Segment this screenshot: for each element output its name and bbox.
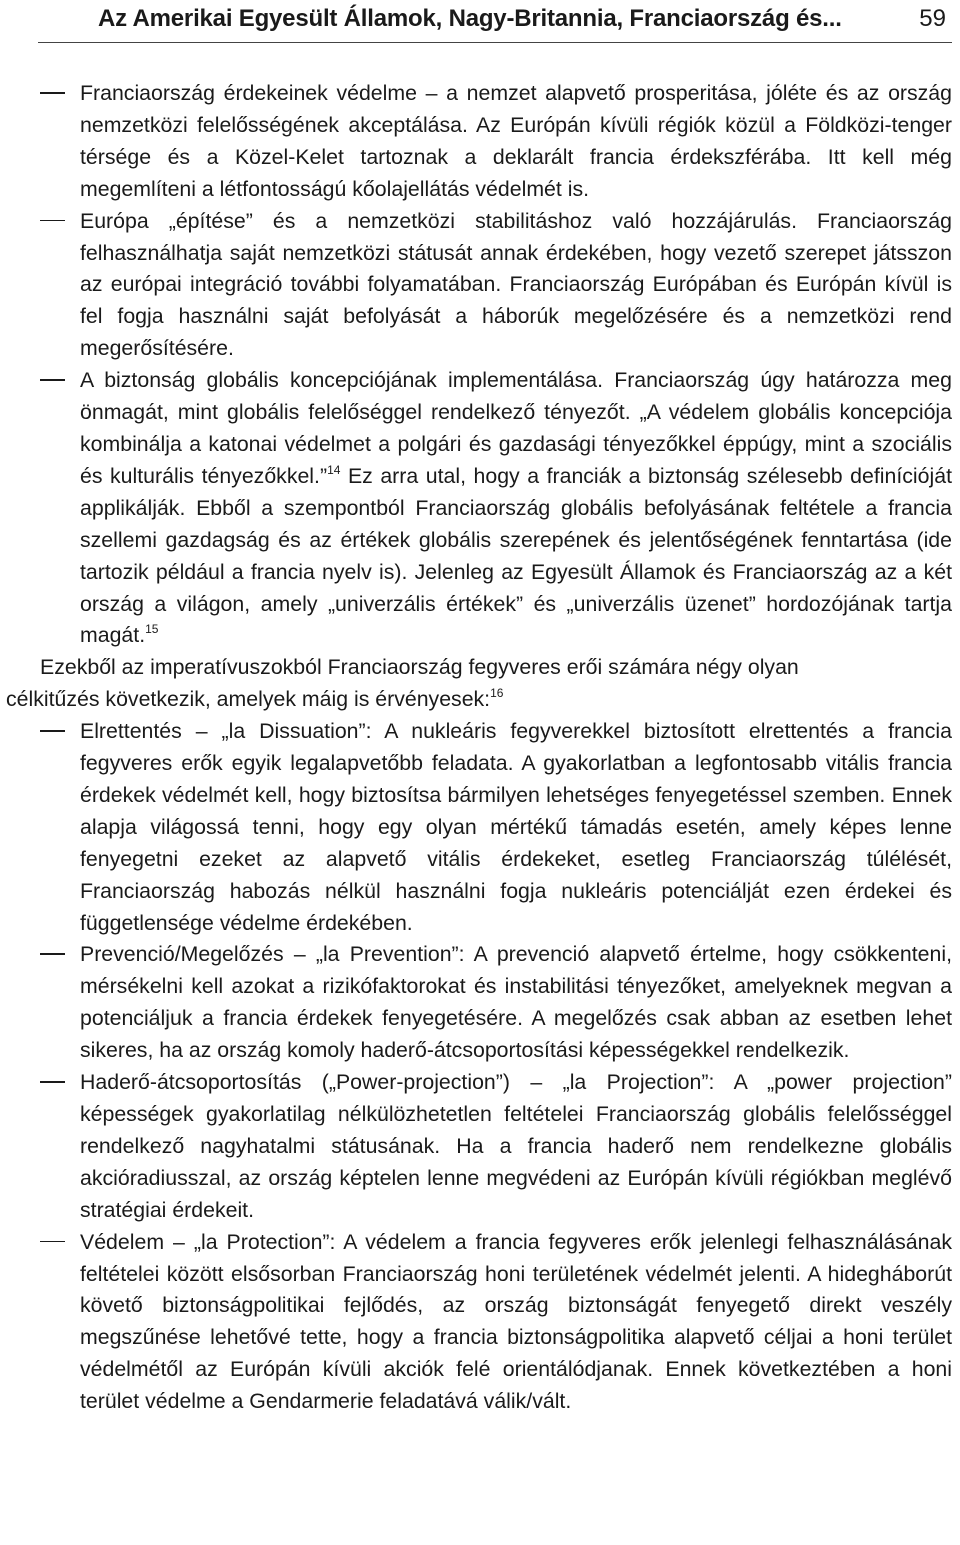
footnote-ref: 14 xyxy=(327,462,341,477)
list-item-text: Ez arra utal, hogy a franciák a biztonság szélesebb definícióját applikálják. Ebből a szempontból Franciaország globális befolyásának feltétele a francia szellemi gazdagság és az értékek globális szerepének és jelentőségének fenntartása (ide tartozik például a francia nyelv is). Jelenleg az Egyesült Államok és Franciaország az a két ország a világon, amely „univerzális értékek” és „univerzális üzenet” hordozójának tartja magát. xyxy=(80,463,952,648)
paragraph-text: célkitűzés következik, amelyek máig is érvényesek: xyxy=(6,687,491,712)
list-item xyxy=(0,78,960,206)
dash-bullet xyxy=(40,730,65,732)
paragraph xyxy=(0,652,960,716)
dash-bullet xyxy=(40,92,65,94)
running-title: Az Amerikai Egyesült Államok, Nagy-Britannia, Franciaország és... xyxy=(98,5,842,32)
list-item-text: Európa „építése” és a nemzetközi stabilitáshoz való hozzájárulás. Franciaország felhasználhatja saját nemzetközi státusát annak érdekében, hogy vezető szerepet játsszon az európai integráció további folyamatában. Franciaország Európában és Európán kívül is fel fogja használni saját befolyását a háborúk megelőzésére és a nemzetközi rend megerősítésére. xyxy=(80,208,952,361)
list-item xyxy=(0,939,960,1067)
dash-bullet xyxy=(40,1081,65,1083)
list-item-text: Haderő-átcsoportosítás („Power-projection”) – „la Projection”: A „power projection” képességek gyakorlatilag nélkülözhetetlen feltételei Franciaország globális felelősséggel rendelkező nagyhatalmi státusának. Ha a francia haderő nem rendelkezne globális akcióradiusszal, az ország képtelen lenne megvédeni az Európán kívüli régiókban meglévő stratégiai érdekeit. xyxy=(80,1070,952,1222)
list-item-text: A biztonság globális koncepciójának implementálása. Franciaország úgy határozza meg önmagát, mint globális felelőséggel rendelkező tényezőt. „A védelem globális koncepciója kombinálja a katonai védelmet a polgári és gazdasági tényezőkkel éppúgy, mint a szociális és kulturális tényezőkkel.” xyxy=(80,368,952,488)
list-item xyxy=(0,716,960,939)
dash-bullet xyxy=(40,379,65,381)
footnote-ref: 15 xyxy=(145,622,159,637)
list-item xyxy=(0,1227,960,1418)
footnote-ref: 16 xyxy=(490,686,504,701)
list-item-text: Elrettentés – „la Dissuation”: A nukleáris fegyverekkel biztosított elrettentés a francia fegyveres erők egyik legalapvetőbb feladata. A gyakorlatban a legfontosabb vitális francia érdekek védelmét kell, hogy biztosítsa bármilyen lehetséges fenyegetéssel szemben. Ennek alapja világossá tenni, hogy egy olyan mértékű támadás esetén, amely képes lenne fenyegetni ezeket az alapvető vitális érdekeket, esetleg Franciaország túlélését, Franciaország habozás nélkül használni fogja nukleáris potenciálját ezen érdekei és függetlensége védelme érdekében. xyxy=(80,719,952,935)
list-item xyxy=(0,365,960,652)
list-item-text: Prevenció/Megelőzés – „la Prevention”: A prevenció alapvető értelme, hogy csökkenteni, mérsékelni kell azokat a rizikófaktorokat és instabilitási tényezőket, amelyeknek megvan a potenciáljuk a francia érdekek fenyegetésére. A megelőzés csak abban az esetben lehet sikeres, ha az ország komoly haderő-átcsoportosítási képességekkel rendelkezik. xyxy=(80,942,952,1063)
paragraph-continuation xyxy=(6,684,952,716)
dash-bullet xyxy=(40,1241,65,1243)
list-item xyxy=(0,206,960,366)
running-header xyxy=(38,0,952,43)
list-item xyxy=(0,1067,960,1227)
dash-bullet xyxy=(40,953,65,955)
list-item-text: Franciaország érdekeinek védelme – a nemzet alapvető prosperitása, jóléte és az ország nemzetközi felelősségének akceptálása. Az Európán kívüli régiók közül a Földközi-tenger térsége és a Közel-Kelet tartoznak a deklarált francia érdekszférába. Itt kell még megemlíteni a létfontosságú kőolajellátás védelmét is. xyxy=(80,81,952,201)
dash-bullet xyxy=(40,220,65,222)
page-number: 59 xyxy=(919,5,946,32)
body-text xyxy=(0,78,960,1418)
paragraph-text: Ezekből az imperatívuszokból Franciaország fegyveres erői számára négy olyan xyxy=(40,655,799,680)
list-item-text: Védelem – „la Protection”: A védelem a francia fegyveres erők jelenlegi felhasználásának feltételei között elsősorban Franciaország honi területének védelmét jelenti. A hidegháborút követő biztonságpolitikai fejlődés, az ország biztonságát fenyegető direkt veszély megszűnése lehetővé tette, hogy a francia biztonságpolitika alapvető céljai a honi terület védelmétől az Európán kívüli akciók felé orientálódjanak. Ennek következtében a honi terület védelme a Gendarmerie feladatává válik/vált. xyxy=(80,1229,952,1414)
